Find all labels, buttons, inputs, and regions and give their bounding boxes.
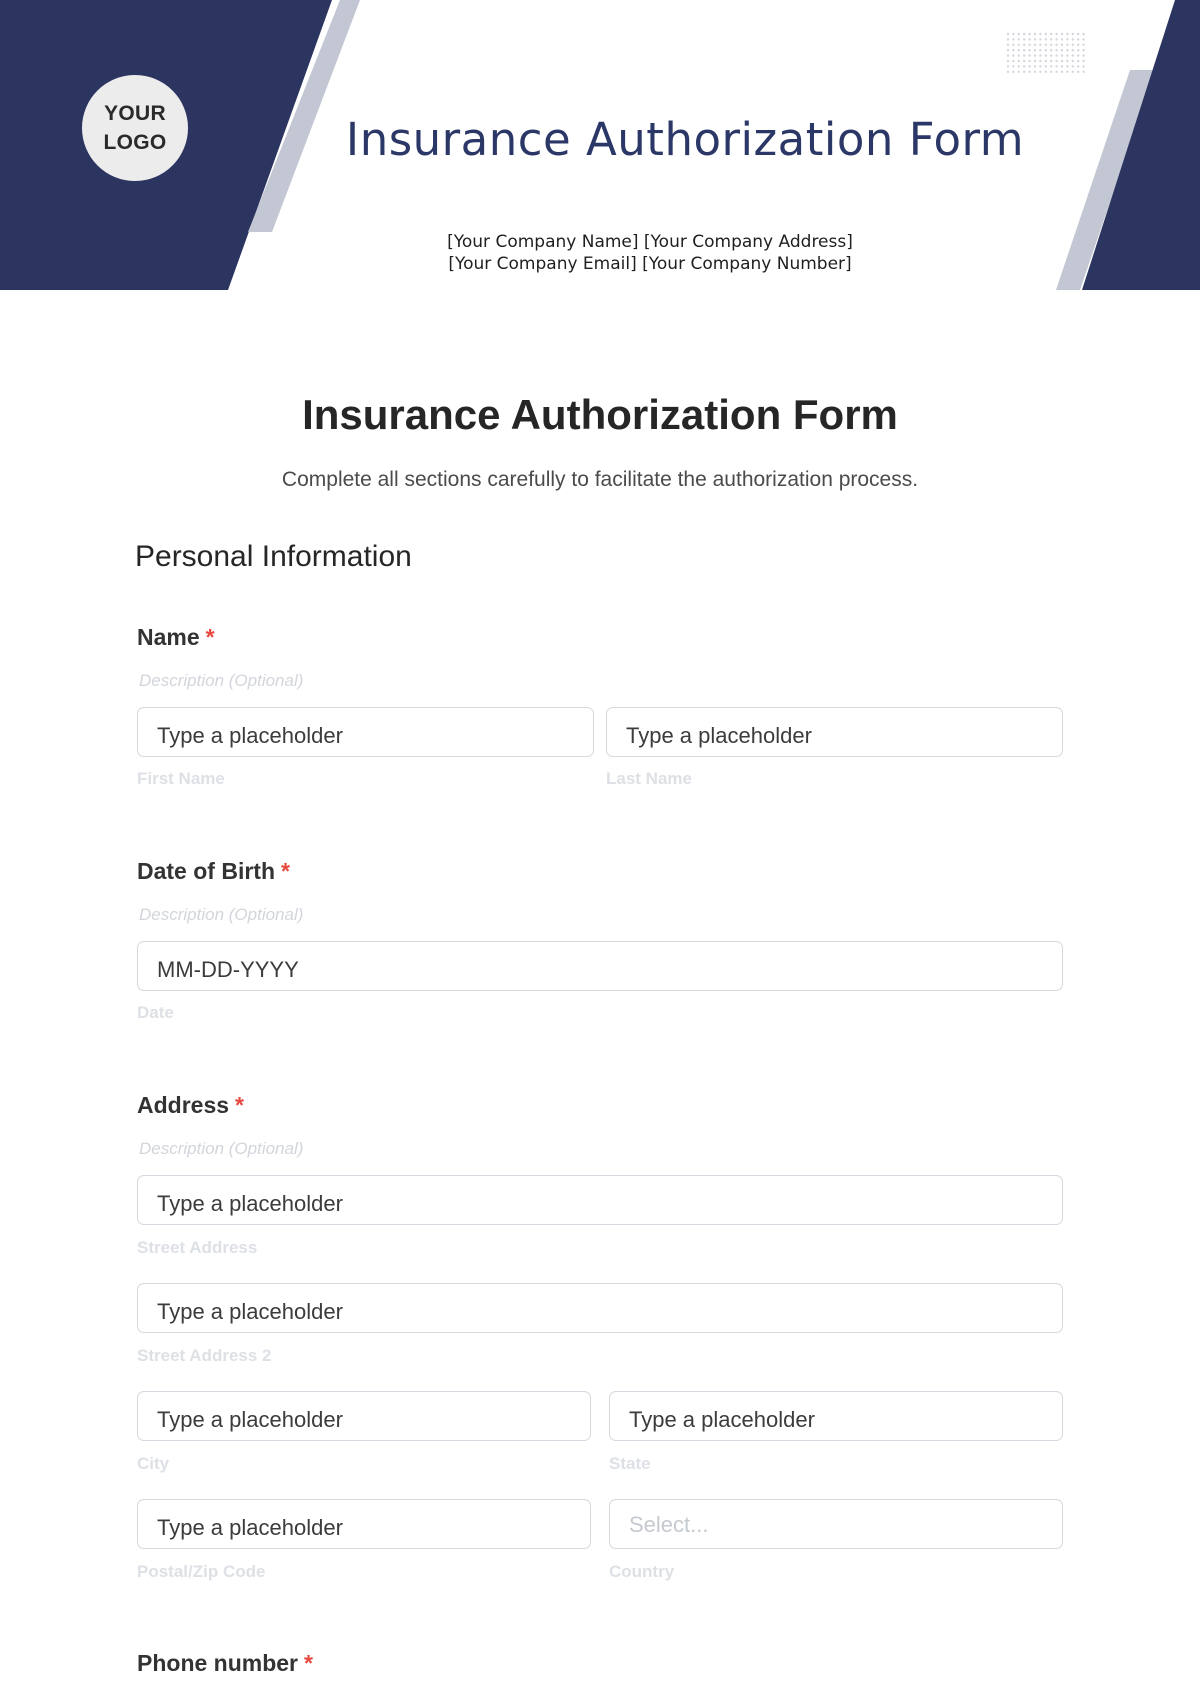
street-address-2-input[interactable] xyxy=(137,1283,1063,1333)
street-address-sublabel: Street Address xyxy=(137,1238,258,1257)
decor-dot xyxy=(1028,33,1030,35)
decor-dot xyxy=(1077,65,1079,67)
decor-dot xyxy=(1039,44,1041,46)
required-asterisk: * xyxy=(281,858,290,884)
name-label-text: Name xyxy=(137,624,200,650)
decor-dot xyxy=(1077,71,1079,73)
decor-dot xyxy=(1077,54,1079,56)
decor-dot xyxy=(1061,44,1063,46)
decor-dot xyxy=(1034,38,1036,40)
decor-dot xyxy=(1007,44,1009,46)
dob-label xyxy=(137,856,290,886)
decor-dot xyxy=(1055,38,1057,40)
decor-dot xyxy=(1055,60,1057,62)
decor-dot xyxy=(1045,65,1047,67)
decor-dot xyxy=(1039,71,1041,73)
decor-dot xyxy=(1012,38,1014,40)
decor-dot xyxy=(1082,44,1084,46)
decor-dot xyxy=(1018,65,1020,67)
postal-code-input[interactable] xyxy=(137,1499,591,1549)
decor-dot xyxy=(1050,65,1052,67)
decor-dot xyxy=(1066,71,1068,73)
decor-dot xyxy=(1045,44,1047,46)
name-description: Description (Optional) xyxy=(139,671,304,690)
decor-dot xyxy=(1045,54,1047,56)
decor-dot xyxy=(1055,54,1057,56)
decor-dot xyxy=(1072,44,1074,46)
decor-dot xyxy=(1055,33,1057,35)
decor-dot xyxy=(1018,71,1020,73)
last-name-placeholder: Type a placeholder xyxy=(626,723,812,748)
right-navy-shape xyxy=(1082,0,1200,290)
decor-dot xyxy=(1072,33,1074,35)
decor-dot xyxy=(1082,33,1084,35)
decor-dot xyxy=(1034,44,1036,46)
decor-dot xyxy=(1055,49,1057,51)
decor-dot xyxy=(1082,49,1084,51)
state-input[interactable] xyxy=(609,1391,1063,1441)
decor-dot xyxy=(1007,54,1009,56)
decor-dot xyxy=(1082,54,1084,56)
decor-dot xyxy=(1023,71,1025,73)
decor-dot xyxy=(1012,49,1014,51)
decor-dot xyxy=(1072,54,1074,56)
first-name-input[interactable] xyxy=(137,707,594,757)
decor-dot xyxy=(1055,71,1057,73)
dob-description: Description (Optional) xyxy=(139,905,304,924)
decor-dot xyxy=(1082,65,1084,67)
country-sublabel: Country xyxy=(609,1562,675,1581)
form-title: Insurance Authorization Form xyxy=(302,391,898,438)
postal-code-placeholder: Type a placeholder xyxy=(157,1515,343,1540)
state-sublabel: State xyxy=(609,1454,651,1473)
decor-dot xyxy=(1061,33,1063,35)
decor-dot xyxy=(1028,65,1030,67)
decor-dot xyxy=(1018,49,1020,51)
decor-dot xyxy=(1045,49,1047,51)
decor-dot xyxy=(1023,60,1025,62)
decor-dot xyxy=(1039,38,1041,40)
decor-dot xyxy=(1028,60,1030,62)
company-line-2: [Your Company Email] [Your Company Number] xyxy=(448,254,852,274)
required-asterisk: * xyxy=(205,624,215,650)
decor-dot xyxy=(1028,44,1030,46)
decor-dot xyxy=(1018,38,1020,40)
decor-dot xyxy=(1061,65,1063,67)
decor-dot xyxy=(1039,54,1041,56)
decor-dot xyxy=(1072,60,1074,62)
phone-number-label-text: Phone number xyxy=(137,1650,299,1676)
decor-dot xyxy=(1012,60,1014,62)
first-name-sublabel: First Name xyxy=(137,769,225,788)
decor-dot xyxy=(1072,71,1074,73)
decor-dot xyxy=(1050,44,1052,46)
decor-dot xyxy=(1034,49,1036,51)
dot-grid-decoration xyxy=(1007,33,1085,73)
date-of-birth-placeholder: MM-DD-YYYY xyxy=(157,956,299,982)
company-logo xyxy=(82,75,188,181)
city-placeholder: Type a placeholder xyxy=(157,1407,343,1432)
last-name-input[interactable] xyxy=(606,707,1063,757)
header-title: Insurance Authorization Form xyxy=(345,113,1025,166)
street-address-placeholder: Type a placeholder xyxy=(157,1191,343,1216)
dob-label-text: Date of Birth xyxy=(137,858,275,884)
required-asterisk: * xyxy=(235,1092,244,1118)
decor-dot xyxy=(1066,49,1068,51)
logo-text-line1: YOUR xyxy=(104,102,166,125)
street-address-2-placeholder: Type a placeholder xyxy=(157,1299,343,1324)
decor-dot xyxy=(1018,44,1020,46)
decor-dot xyxy=(1039,33,1041,35)
decor-dot xyxy=(1066,38,1068,40)
decor-dot xyxy=(1050,38,1052,40)
decor-dot xyxy=(1061,49,1063,51)
decor-dot xyxy=(1039,49,1041,51)
decor-dot xyxy=(1077,60,1079,62)
decor-dot xyxy=(1066,60,1068,62)
decor-dot xyxy=(1072,65,1074,67)
section-title-personal-info: Personal Information xyxy=(135,540,412,573)
decor-dot xyxy=(1007,71,1009,73)
decor-dot xyxy=(1007,49,1009,51)
decor-dot xyxy=(1050,54,1052,56)
decor-dot xyxy=(1039,60,1041,62)
decor-dot xyxy=(1018,54,1020,56)
decor-dot xyxy=(1023,54,1025,56)
company-line-1: [Your Company Name] [Your Company Address] xyxy=(447,232,853,252)
decor-dot xyxy=(1055,65,1057,67)
decor-dot xyxy=(1028,49,1030,51)
decor-dot xyxy=(1023,49,1025,51)
first-name-placeholder: Type a placeholder xyxy=(157,723,343,748)
decor-dot xyxy=(1023,44,1025,46)
decor-dot xyxy=(1061,54,1063,56)
decor-dot xyxy=(1034,65,1036,67)
decor-dot xyxy=(1018,33,1020,35)
decor-dot xyxy=(1023,65,1025,67)
decor-dot xyxy=(1045,33,1047,35)
decor-dot xyxy=(1050,71,1052,73)
decor-dot xyxy=(1050,33,1052,35)
decor-dot xyxy=(1061,60,1063,62)
street-address-input[interactable] xyxy=(137,1175,1063,1225)
decor-dot xyxy=(1050,49,1052,51)
decor-dot xyxy=(1072,49,1074,51)
decor-dot xyxy=(1023,33,1025,35)
decor-dot xyxy=(1039,65,1041,67)
decor-dot xyxy=(1007,38,1009,40)
decor-dot xyxy=(1012,65,1014,67)
state-placeholder: Type a placeholder xyxy=(629,1407,815,1432)
decor-dot xyxy=(1012,44,1014,46)
decor-dot xyxy=(1012,33,1014,35)
decor-dot xyxy=(1077,33,1079,35)
decor-dot xyxy=(1066,44,1068,46)
postal-code-sublabel: Postal/Zip Code xyxy=(137,1562,266,1581)
name-label xyxy=(137,622,215,652)
form-subtitle: Complete all sections carefully to facilitate the authorization process. xyxy=(281,468,919,491)
last-name-sublabel: Last Name xyxy=(606,769,692,788)
decor-dot xyxy=(1061,71,1063,73)
address-label xyxy=(137,1090,244,1120)
header-banner xyxy=(0,0,1200,290)
phone-number-label xyxy=(137,1648,313,1678)
decor-dot xyxy=(1045,60,1047,62)
decor-dot xyxy=(1028,71,1030,73)
address-label-text: Address xyxy=(137,1092,230,1118)
decor-dot xyxy=(1045,71,1047,73)
decor-dot xyxy=(1034,60,1036,62)
decor-dot xyxy=(1007,65,1009,67)
decor-dot xyxy=(1034,54,1036,56)
decor-dot xyxy=(1012,54,1014,56)
decor-dot xyxy=(1018,60,1020,62)
decor-dot xyxy=(1023,38,1025,40)
decor-dot xyxy=(1007,33,1009,35)
decor-dot xyxy=(1012,71,1014,73)
decor-dot xyxy=(1055,44,1057,46)
decor-dot xyxy=(1077,38,1079,40)
decor-dot xyxy=(1007,60,1009,62)
decor-dot xyxy=(1034,71,1036,73)
country-select-placeholder: Select... xyxy=(629,1511,709,1537)
decor-dot xyxy=(1061,38,1063,40)
logo-text-line2: LOGO xyxy=(103,131,167,154)
date-of-birth-input[interactable] xyxy=(137,941,1063,991)
decor-dot xyxy=(1082,71,1084,73)
decor-dot xyxy=(1050,60,1052,62)
decor-dot xyxy=(1066,65,1068,67)
decor-dot xyxy=(1066,54,1068,56)
address-description: Description (Optional) xyxy=(139,1139,304,1158)
decor-dot xyxy=(1082,38,1084,40)
decor-dot xyxy=(1082,60,1084,62)
decor-dot xyxy=(1072,38,1074,40)
decor-dot xyxy=(1028,54,1030,56)
decor-dot xyxy=(1077,49,1079,51)
decor-dot xyxy=(1077,44,1079,46)
decor-dot xyxy=(1066,33,1068,35)
city-input[interactable] xyxy=(137,1391,591,1441)
decor-dot xyxy=(1045,38,1047,40)
required-asterisk: * xyxy=(304,1650,313,1676)
decor-dot xyxy=(1034,33,1036,35)
country-select[interactable] xyxy=(609,1499,1063,1549)
city-sublabel: City xyxy=(137,1454,170,1473)
company-info xyxy=(400,231,900,275)
date-sublabel: Date xyxy=(137,1003,174,1022)
street-address-2-sublabel: Street Address 2 xyxy=(137,1346,272,1365)
decor-dot xyxy=(1028,38,1030,40)
